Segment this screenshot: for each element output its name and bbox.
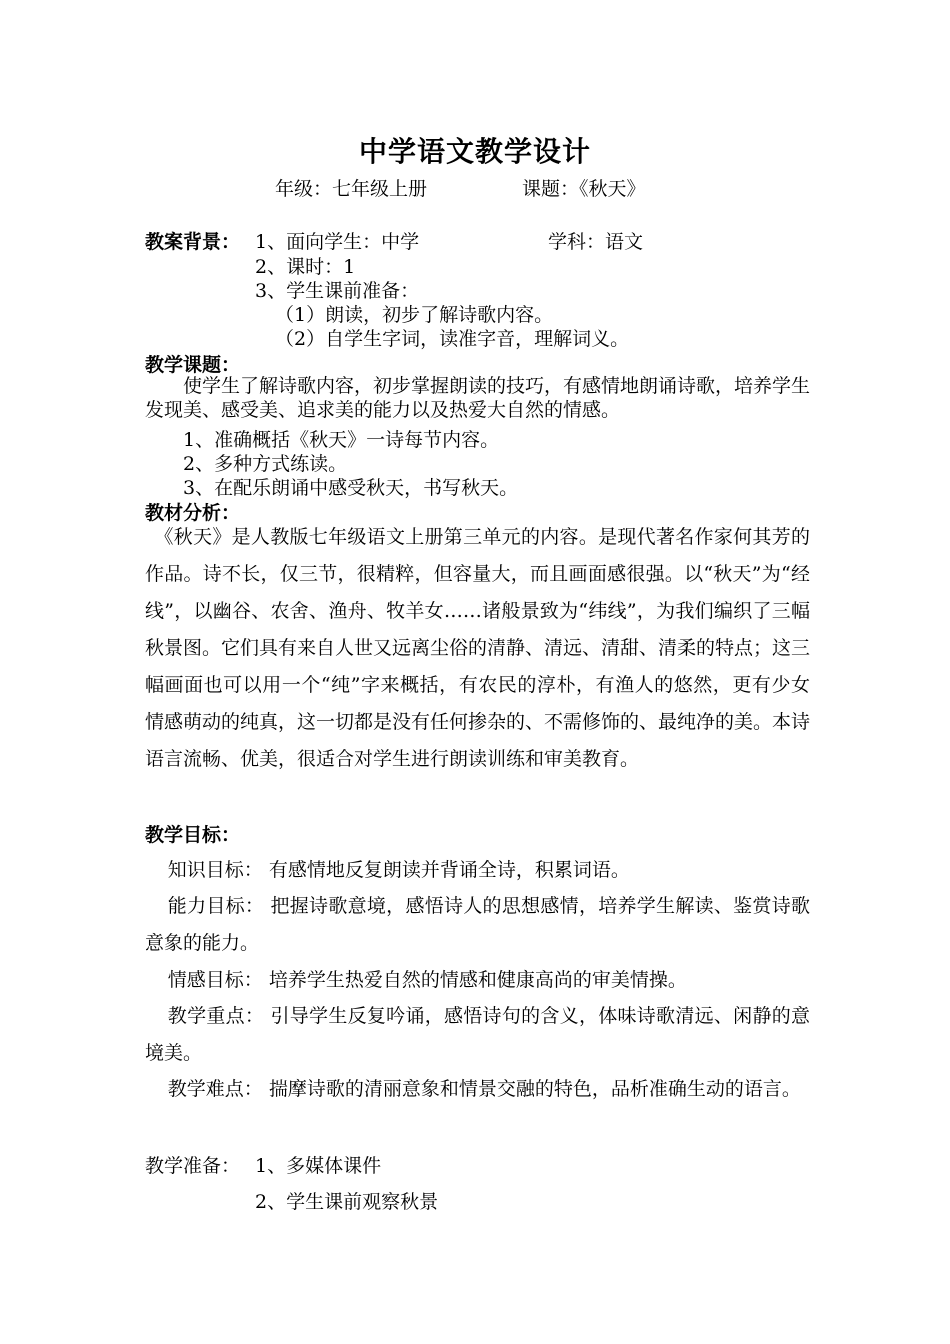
background-item-students: 1、面向学生：中学 (255, 231, 420, 253)
knowledge-objective: 知识目标： 有感情地反复朗读并背诵全诗，积累词语。 (167, 859, 630, 881)
material-analysis-text: 《秋天》是人教版七年级语文上册第三单元的内容。是现代著名作家何其芳的作品。诗不长，仅三节，很精粹，但容量大，而且画面感很强。以“秋天”为“经线”，以幽谷、农舍、渔舟、牧羊女……诸般景致为“纬线”，为我们编织了三幅秋景图。它们具有来自人世又远离尘俗的清静、清远、清甜、清柔的特点；这三幅画面也可以用一个“纯”字来概括，有农民的淳朴，有渔人的悠然，更有少女情感萌动的纯真，这一切都是没有任何掺杂的、不需修饰的、最纯净的美。本诗语言流畅、优美，很适合对学生进行朗读训练和审美教育。 (145, 526, 811, 770)
lesson-topic-heading: 教学课题： (145, 354, 241, 376)
objectives-heading: 教学目标： (145, 824, 241, 846)
background-item-preparation: 3、学生课前准备： (255, 280, 420, 302)
lesson-topic-intro: 使学生了解诗歌内容，初步掌握朗读的技巧，有感情地朗诵诗歌，培养学生发现美、感受美、追求美的能力以及热爱大自然的情感。 (145, 375, 811, 421)
material-analysis-heading: 教材分析： (145, 502, 241, 524)
background-item-hours: 2、课时：1 (255, 256, 356, 278)
grade-info: 年级：七年级上册 (275, 178, 428, 200)
lesson-goal-3: 3、在配乐朗诵中感受秋天，书写秋天。 (183, 477, 519, 499)
background-heading: 教案背景： (145, 231, 241, 253)
preparation-item-1: 1、多媒体课件 (255, 1155, 382, 1177)
document-title: 中学语文教学设计 (358, 135, 591, 168)
background-subject: 学科：语文 (548, 231, 644, 253)
preparation-step-2: （2）自学生字词，读准字音，理解词义。 (275, 328, 630, 350)
ability-objective: 能力目标： 把握诗歌意境，感悟诗人的思想感情，培养学生解读、鉴赏诗歌意象的能力。 (145, 895, 810, 954)
teaching-difficulty: 教学难点： 揣摩诗歌的清丽意象和情景交融的特色，品析准确生动的语言。 (167, 1078, 801, 1100)
preparation-step-1: （1）朗读，初步了解诗歌内容。 (275, 304, 554, 326)
topic-info: 课题：《秋天》 (522, 178, 646, 200)
teaching-key-point: 教学重点： 引导学生反复吟诵，感悟诗句的含义，体味诗歌清远、闲静的意境美。 (145, 1005, 810, 1064)
lesson-goal-1: 1、准确概括《秋天》一诗每节内容。 (183, 429, 500, 451)
lesson-goal-2: 2、多种方式练读。 (183, 453, 348, 475)
emotion-objective: 情感目标： 培养学生热爱自然的情感和健康高尚的审美情操。 (167, 969, 687, 991)
preparation-label: 教学准备： (145, 1155, 241, 1177)
preparation-item-2: 2、学生课前观察秋景 (255, 1191, 439, 1213)
